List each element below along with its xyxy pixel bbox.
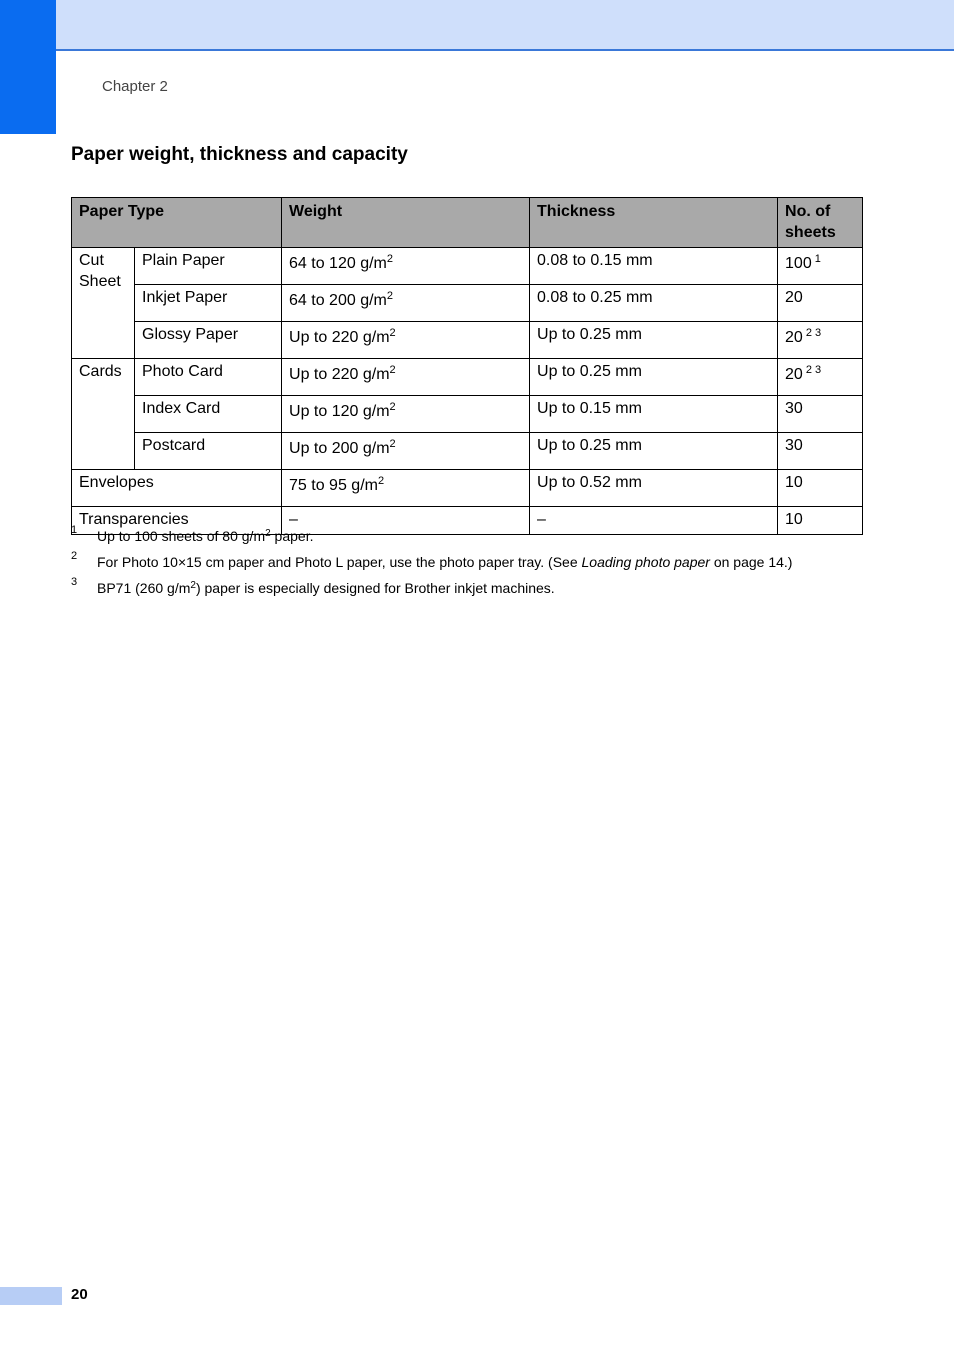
table-row [72,433,863,470]
sheets-cell: 10 [778,470,863,507]
weight-cell: 64 to 200 $g/m^2$ [282,285,530,322]
footnote-text: For Photo 10×15 cm paper and Photo L paper, use the photo paper tray. (See Loading photo paper on page 14.) [97,554,793,570]
header-sheets: No. of sheets [778,198,863,248]
sheets-cell: 100 $^1$ [778,248,863,285]
header-band [0,0,954,51]
sheets-cell: 20 $^{2 3}$ [778,322,863,359]
paper-type-cell: Plain Paper [135,248,282,285]
thickness-cell: – [530,507,778,535]
sheets-cell: 20 $^{2 3}$ [778,359,863,396]
thickness-cell: Up to 0.25 mm [530,322,778,359]
sheets-cell: 10 [778,507,863,535]
paper-type-cell: Inkjet Paper [135,285,282,322]
weight-cell: Up to 120 $g/m^2$ [282,396,530,433]
header-thickness: Thickness [530,198,778,248]
paper-spec-table [71,197,863,535]
weight-cell: Up to 200 $g/m^2$ [282,433,530,470]
paper-type-cell: Envelopes [72,470,282,507]
paper-type-cell: Photo Card [135,359,282,396]
footnote-number: 1 [71,524,78,536]
section-title: Paper weight, thickness and capacity [71,144,408,165]
thickness-cell: Up to 0.52 mm [530,470,778,507]
paper-type-cell: Glossy Paper [135,322,282,359]
thickness-cell: 0.08 to 0.15 mm [530,248,778,285]
paper-type-cell: Postcard [135,433,282,470]
chapter-tab-marker [0,0,56,134]
table-row [72,359,863,396]
table-row [72,396,863,433]
header-paper-type: Paper Type [72,198,282,248]
table-row [72,285,863,322]
header-weight: Weight [282,198,530,248]
table-header-row [72,198,863,248]
group-cut-sheet: Cut Sheet [72,248,135,359]
thickness-cell: Up to 0.25 mm [530,433,778,470]
thickness-cell: Up to 0.25 mm [530,359,778,396]
footnote-number: 2 [71,550,78,562]
page-number-bar [0,1287,62,1305]
sheets-cell: 30 [778,396,863,433]
weight-cell: Up to 220 $g/m^2$ [282,359,530,396]
group-cards: Cards [72,359,135,470]
weight-cell: – [282,507,530,535]
sheets-cell: 30 [778,433,863,470]
footnote-text: Up to 100 sheets of 80 $g/m^2$ paper. [97,528,314,544]
footnote-text: BP71 (260 $g/m^2$) paper is especially designed for Brother inkjet machines. [97,580,555,596]
paper-type-cell: Index Card [135,396,282,433]
footnote-number: 3 [71,576,78,588]
sheets-cell: 20 [778,285,863,322]
footnote [71,550,871,576]
footnotes [71,524,871,602]
weight-cell: 75 to 95 $g/m^2$ [282,470,530,507]
cross-reference-link[interactable]: Loading photo paper [581,554,710,570]
table-row [72,248,863,285]
paper-type-cell: Transparencies [72,507,282,535]
thickness-cell: 0.08 to 0.25 mm [530,285,778,322]
footnote [71,524,871,550]
weight-cell: Up to 220 $g/m^2$ [282,322,530,359]
footnote [71,576,871,602]
table-row [72,470,863,507]
thickness-cell: Up to 0.15 mm [530,396,778,433]
weight-cell: 64 to 120 $g/m^2$ [282,248,530,285]
page-number: 20 [71,1286,88,1303]
table-row [72,322,863,359]
chapter-label: Chapter 2 [102,78,168,95]
